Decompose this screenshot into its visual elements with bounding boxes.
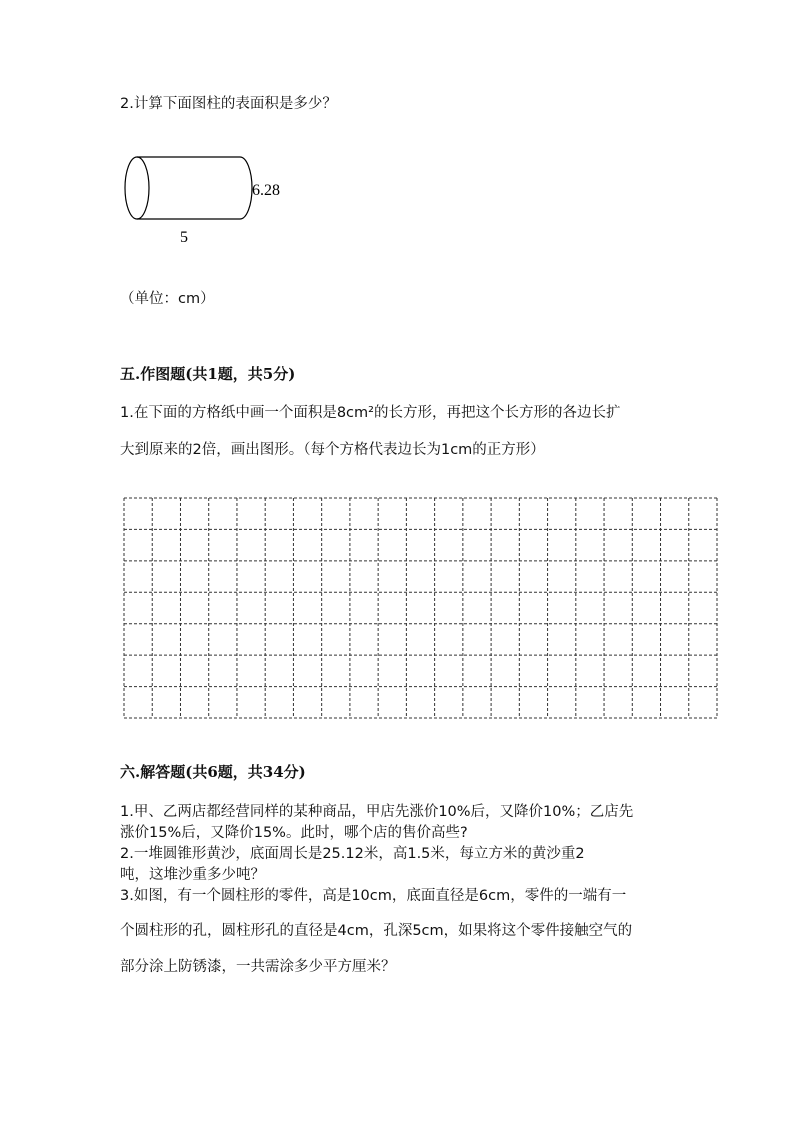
section6-q2-line1: 2.一堆圆锥形黄沙，底面周长是25.12米，高1.5米，每立方米的黄沙重2 <box>120 846 585 862</box>
cylinder-height-label: 6.28 <box>252 182 280 199</box>
section6-q3-line3: 部分涂上防锈漆，一共需涂多少平方厘米？ <box>120 959 396 975</box>
section6-q1-line2: 涨价15%后，又降价15%。此时，哪个店的售价高些? <box>120 825 468 841</box>
q2-unit-note: （单位：cm） <box>120 291 215 307</box>
section6-q3-line2: 个圆柱形的孔，圆柱形孔的直径是4cm，孔深5cm，如果将这个零件接触空气的 <box>120 923 633 939</box>
square-grid-paper <box>123 497 718 719</box>
section5-q1-line2: 大到原来的2倍，画出图形。（每个方格代表边长为1cm的正方形） <box>120 442 545 458</box>
section6-q2-line2: 吨，这堆沙重多少吨？ <box>120 867 265 883</box>
cylinder-figure <box>115 150 315 250</box>
cylinder-right-end <box>240 157 252 219</box>
section5-title: 五.作图题(共1题，共5分) <box>120 365 296 383</box>
cylinder-length-label: 5 <box>180 229 188 246</box>
q2-prompt: 2.计算下面图柱的表面积是多少？ <box>120 96 337 112</box>
section6-q3-line1: 3.如图，有一个圆柱形的零件，高是10cm，底面直径是6cm，零件的一端有一 <box>120 888 627 904</box>
cylinder-left-end <box>125 157 149 219</box>
section5-q1-line1: 1.在下面的方格纸中画一个面积是8cm²的长方形，再把这个长方形的各边长扩 <box>120 405 621 421</box>
section6-q1-line1: 1.甲、乙两店都经营同样的某种商品，甲店先涨价10%后，又降价10%；乙店先 <box>120 804 634 820</box>
section6-title: 六.解答题(共6题，共34分) <box>120 763 306 781</box>
